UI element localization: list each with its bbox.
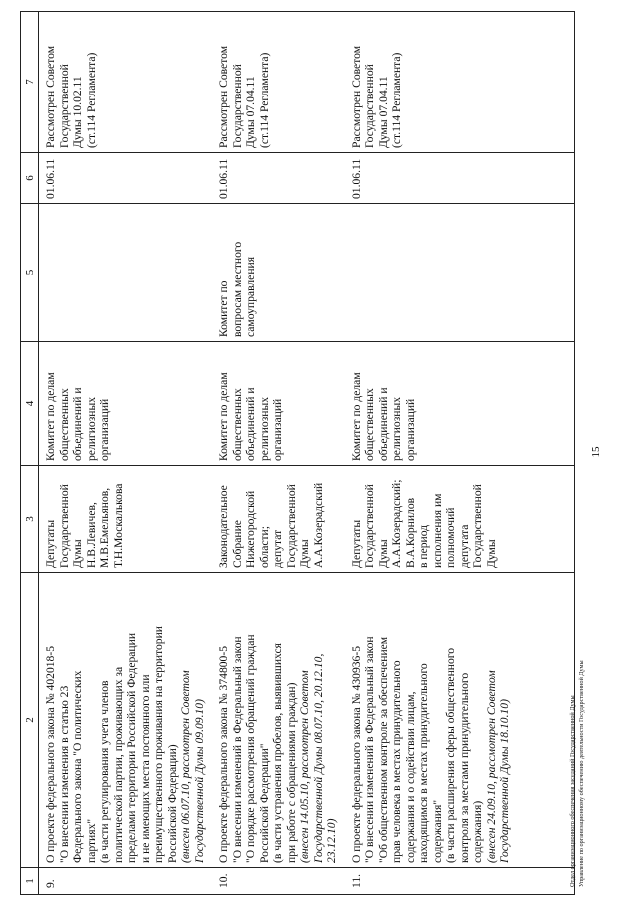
status-line: Государственной <box>363 64 376 148</box>
responsible-committee-line: религиозных <box>257 396 271 461</box>
bill-description-line: О проекте федерального закона № 402018-5 <box>44 646 57 863</box>
authors-line: А.А.Козерадский <box>311 482 325 568</box>
status-line: Думы 07.04.11 <box>244 76 257 148</box>
authors-line: Собрание <box>230 520 244 568</box>
responsible-committee-line: организаций <box>403 398 417 461</box>
table-row <box>212 12 345 895</box>
bill-description-line: находящимся в местах принудительного <box>417 663 430 863</box>
responsible-committee-line: общественных <box>57 388 71 461</box>
authors-line: Думы <box>71 539 84 568</box>
col-6-header: 6 <box>21 153 39 204</box>
authors-line: Думы <box>298 539 311 568</box>
deadline-date: 01.06.11 <box>345 153 575 204</box>
bill-description-line: содержания и о содействии лицам, <box>403 691 417 863</box>
authors-line: Государственной <box>471 484 484 568</box>
bill-description-line: "О внесении изменений в Федеральный закон <box>363 636 376 863</box>
bill-description-line: Федерального закона "О политических <box>71 670 84 863</box>
authors-line: Думы <box>376 539 390 568</box>
bill-description-line: при работе с обращениями граждан) <box>284 682 298 863</box>
bill-description-line: и не имеющих места постоянного или <box>138 674 152 863</box>
responsible-committee <box>345 342 575 466</box>
bill-note-line: (внесен 14.05.10, рассмотрен Советом <box>298 670 311 863</box>
authors-line: Думы <box>484 539 498 568</box>
bill-description <box>212 573 345 868</box>
authors-line: Т.Н.Москалькова <box>111 483 125 568</box>
bill-note-line: 23.12.10) <box>325 818 338 863</box>
status-line: Думы 10.02.11 <box>71 76 84 148</box>
bill-description-line: Российской Федерации" <box>257 743 271 863</box>
bill-description-line: "О внесении изменений в Федеральный закон <box>230 636 244 863</box>
page-number: 15 <box>590 446 602 458</box>
co-executor-committee <box>39 204 213 342</box>
col-7-header: 7 <box>21 12 39 153</box>
footer-line-2: Управление по организационному обеспечению деятельности Государственной Думы <box>578 660 585 887</box>
authors-line: Государственной <box>284 484 298 568</box>
status-line: (ст.114 Регламента) <box>84 52 98 148</box>
bill-description <box>39 573 213 868</box>
bill-description-line: прав человека в местах принудительного <box>390 660 403 863</box>
status <box>212 12 345 153</box>
rotated-document-sheet <box>20 15 630 895</box>
authors-line: Депутаты <box>44 519 57 568</box>
authors <box>212 466 345 573</box>
status <box>39 12 213 153</box>
responsible-committee-line: объединений и <box>244 387 257 461</box>
responsible-committee-line: объединений и <box>71 387 84 461</box>
authors-line: Нижегородской <box>244 490 257 568</box>
status-line: Рассмотрен Советом <box>349 45 363 148</box>
deadline-date: 01.06.11 <box>212 153 345 204</box>
bill-description-line: Российской Федерации) <box>165 744 179 863</box>
bill-note-line: Государственной Думы 09.09.10) <box>192 699 206 863</box>
authors-line: А.А.Козерадский; <box>390 479 403 568</box>
responsible-committee-line: Комитет по делам <box>349 372 363 461</box>
footer <box>568 267 586 887</box>
bill-description-line: О проекте федерального закона № 374800-5 <box>217 646 230 863</box>
authors <box>39 466 213 573</box>
row-number: 9. <box>39 868 213 895</box>
co-executor-committee-line: самоуправления <box>244 256 257 337</box>
column-number-row <box>21 12 39 895</box>
responsible-committee-line: общественных <box>363 388 376 461</box>
table-row <box>345 12 575 895</box>
bill-note-line: (внесен 24.09.10, рассмотрен Советом <box>484 670 498 863</box>
responsible-committee-line: Комитет по делам <box>217 372 230 461</box>
authors-line: М.В.Емельянов, <box>98 487 111 568</box>
co-executor-committee-line: вопросам местного <box>230 241 244 337</box>
col-3-header: 3 <box>21 466 39 573</box>
bill-description-line: содержания" <box>430 799 444 863</box>
bill-description <box>345 573 575 868</box>
authors-line: полномочий <box>444 507 457 568</box>
responsible-committee-line: общественных <box>230 388 244 461</box>
col-1-header: 1 <box>21 868 39 895</box>
authors <box>345 466 575 573</box>
bill-description-line: контроля за местами принудительного <box>457 672 471 863</box>
co-executor-committee <box>345 204 575 342</box>
footer-line-1: Отдел организационного обеспечения заседаний Государственной Думы <box>569 695 576 887</box>
bill-note-line: (внесен 06.07.10, рассмотрен Советом <box>179 670 192 863</box>
bill-description-line: (в части расширения сферы общественного <box>444 647 457 863</box>
authors-line: в период <box>417 524 430 568</box>
authors-line: Депутаты <box>349 519 363 568</box>
bill-description-line: О проекте федерального закона № 430936-5 <box>349 646 363 863</box>
responsible-committee <box>39 342 213 466</box>
status-line: (ст.114 Регламента) <box>257 52 271 148</box>
col-4-header: 4 <box>21 342 39 466</box>
bill-description-line: политической партии, проживающих за <box>111 666 125 863</box>
status-line: (ст.114 Регламента) <box>390 52 403 148</box>
status-line: Рассмотрен Советом <box>217 45 230 148</box>
bill-description-line: партиях" <box>84 818 98 863</box>
authors-line: В.А.Корнилов <box>403 497 417 568</box>
row-number: 10. <box>212 868 345 895</box>
authors-line: Государственной <box>363 484 376 568</box>
row-number: 11. <box>345 868 575 895</box>
responsible-committee-line: организаций <box>271 398 284 461</box>
co-executor-committee <box>212 204 345 342</box>
status-line: Государственной <box>57 64 71 148</box>
status-line: Государственной <box>230 64 244 148</box>
bills-table <box>20 11 575 895</box>
responsible-committee-line: организаций <box>98 398 111 461</box>
bill-description-line: пределами территории Российской Федерации <box>125 632 138 863</box>
responsible-committee-line: Комитет по делам <box>44 372 57 461</box>
bill-description-line: "О порядке рассмотрения обращений граждан <box>244 634 257 863</box>
responsible-committee-line: религиозных <box>84 396 98 461</box>
bill-note-line: Государственной Думы 18.10.10) <box>498 699 511 863</box>
bill-note-line: Государственной Думы 08.07.10, 20.12.10, <box>311 653 325 863</box>
responsible-committee-line: объединений и <box>376 387 390 461</box>
deadline-date: 01.06.11 <box>39 153 213 204</box>
bill-description-line: (в части устранения пробелов, выявившихся <box>271 643 284 863</box>
bill-description-line: "Об общественном контроле за обеспечением <box>376 636 390 863</box>
bill-description-line: содержания) <box>471 800 484 863</box>
bill-description-line: (в части регулирования учета членов <box>98 680 111 863</box>
status <box>345 12 575 153</box>
bill-description-line: "О внесении изменения в статью 23 <box>57 685 71 863</box>
authors-line: исполнения им <box>430 493 444 568</box>
table-row <box>39 12 213 895</box>
col-5-header: 5 <box>21 204 39 342</box>
status-line: Думы 07.04.11 <box>376 76 390 148</box>
authors-line: депутат <box>271 529 284 568</box>
authors-line: депутата <box>457 524 471 568</box>
col-2-header: 2 <box>21 573 39 868</box>
authors-line: области; <box>257 526 271 568</box>
responsible-committee-line: религиозных <box>390 396 403 461</box>
co-executor-committee-line: Комитет по <box>217 280 230 337</box>
bill-description-line: преимущественного проживания на территории <box>152 626 165 863</box>
status-line: Рассмотрен Советом <box>44 45 57 148</box>
authors-line: Законодательное <box>217 485 230 568</box>
authors-line: Государственной <box>57 484 71 568</box>
responsible-committee <box>212 342 345 466</box>
authors-line: Н.В.Левичев, <box>84 502 98 568</box>
